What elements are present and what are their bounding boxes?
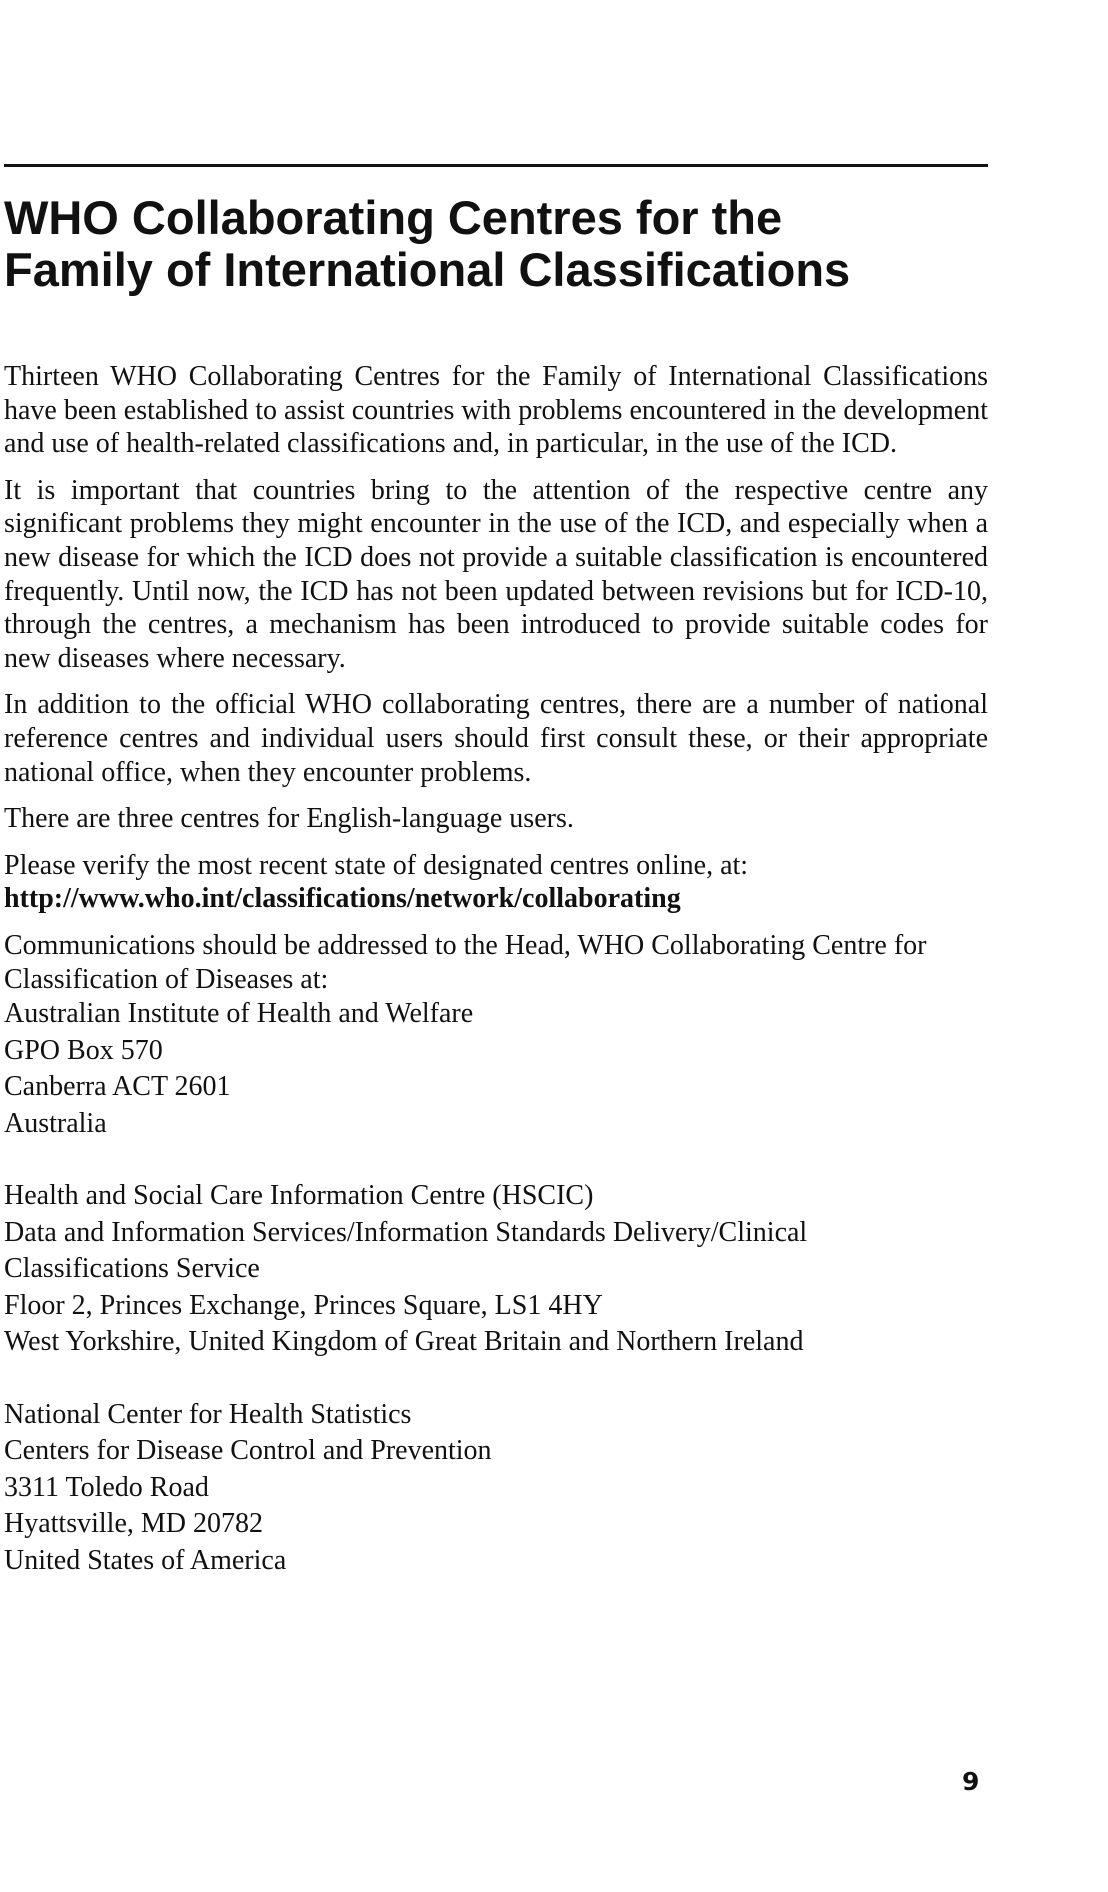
paragraph-national-centres: In addition to the official WHO collaborating centres, there are a number of national reference centres and individual users should first consult these, or their appropriate national office, when they encounter problems.: [4, 689, 988, 788]
address-line: Health and Social Care Information Centre (HSCIC): [4, 1180, 594, 1212]
address-line: 3311 Toledo Road: [4, 1471, 209, 1503]
paragraph-communications: Communications should be addressed to the Head, WHO Collaborating Centre for Classification of Diseases at:: [4, 929, 927, 995]
address-line: Hyattsville, MD 20782: [4, 1508, 263, 1540]
address-block-australia: [4, 996, 988, 1142]
page-number: 9: [962, 1767, 980, 1796]
address-line: Centers for Disease Control and Prevention: [4, 1435, 492, 1467]
address-block-uk: [4, 1178, 988, 1361]
address-line: Floor 2, Princes Exchange, Princes Square, LS1 4HY: [4, 1289, 603, 1321]
title-line-2: Family of International Classifications: [4, 243, 851, 296]
paragraph-importance: It is important that countries bring to the attention of the respective centre any significant problems they might encounter in the use of the ICD, and especially when a new disease for which the ICD does not provide a suitable classification is encountered frequently. Until now, the ICD has not been updated between revisions but for ICD-10, through the centres, a mechanism has been introduced to provide suitable codes for new diseases where necessary.: [4, 474, 988, 674]
address-line: United States of America: [4, 1544, 287, 1576]
address-line: West Yorkshire, United Kingdom of Great Britain and Northern Ireland: [4, 1326, 804, 1358]
address-line: Canberra ACT 2601: [4, 1071, 231, 1103]
address-line: National Center for Health Statistics: [4, 1398, 412, 1430]
header-rule: [4, 164, 988, 167]
address-line: Australia: [4, 1107, 107, 1139]
verify-text: Please verify the most recent state of designated centres online, at:: [4, 849, 749, 881]
paragraph-verify: [4, 849, 988, 916]
body-text: [4, 360, 988, 1615]
address-line: Classifications Service: [4, 1253, 260, 1285]
paragraph-three-centres: There are three centres for English-language users.: [4, 803, 574, 835]
collaborating-centres-link[interactable]: http://www.who.int/classifications/network/collaborating: [4, 883, 681, 915]
address-block-usa: [4, 1397, 988, 1580]
title-line-1: WHO Collaborating Centres for the: [4, 191, 783, 244]
page-title: [4, 192, 994, 296]
address-line: Data and Information Services/Information Standards Delivery/Clinical: [4, 1216, 808, 1248]
paragraph-intro: Thirteen WHO Collaborating Centres for the Family of International Classifications have been established to assist countries with problems encountered in the development and use of health-related classifications and, in particular, in the use of the ICD.: [4, 361, 988, 460]
address-line: Australian Institute of Health and Welfare: [4, 998, 474, 1030]
address-line: GPO Box 570: [4, 1034, 163, 1066]
